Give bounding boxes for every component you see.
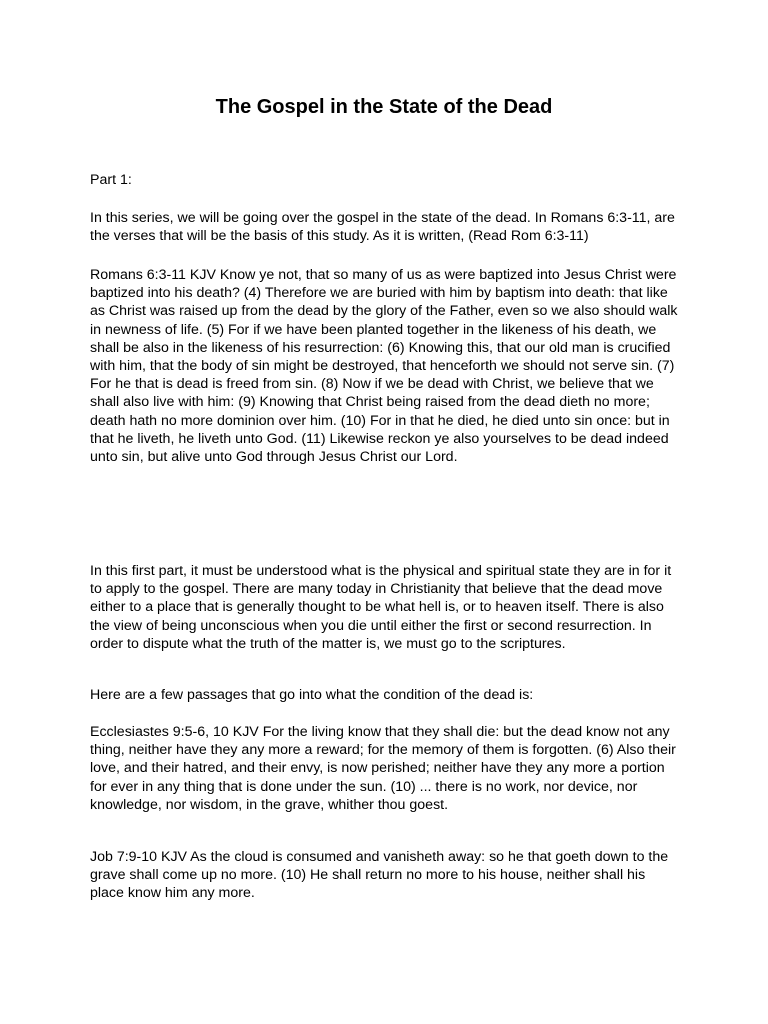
first-part-paragraph: In this first part, it must be understood what is the physical and spiritual state they are in for it to apply to the gospel. There are many today in Christianity that believe that the dead move either to a place that is generally thought to be what hell is, or to heaven itself. There is also the view of being unconscious when you die until either the first or second resurrection. In order to dispute what the truth of the matter is, we must go to the scriptures. bbox=[90, 563, 672, 652]
intro-paragraph: In this series, we will be going over the gospel in the state of the dead. In Romans 6:3-11, are the verses that will be the basis of this study. As it is written, (Read Rom 6:3-11) bbox=[90, 210, 675, 245]
passages-intro: Here are a few passages that go into what the condition of the dead is: bbox=[90, 687, 534, 703]
job-passage: Job 7:9-10 KJV As the cloud is consumed and vanisheth away: so he that goeth down to the grave shall come up no more. (10) He shall return no more to his house, neither shall his place know him any more. bbox=[90, 849, 669, 902]
document-title: The Gospel in the State of the Dead bbox=[215, 96, 553, 118]
romans-passage: Romans 6:3-11 KJV Know ye not, that so many of us as were baptized into Jesus Christ were baptized into his death? (4) Therefore we are buried with him by baptism into death: that like as Christ was raised up from the dead by the glory of the Father, even so we also should walk in newness of life. (5) For if we have been planted together in the likeness of his death, we shall be also in the likeness of his resurrection: (6) Knowing this, that our old man is crucified with him, that the body of sin might be destroyed, that henceforth we should not serve sin. (7) For he that is dead is freed from sin. (8) Now if we be dead with Christ, we believe that we shall also live with him: (9) Knowing that Christ being raised from the dead dieth no more; death hath no more dominion over him. (10) For in that he died, he died unto sin once: but in that he liveth, he liveth unto God. (11) Likewise reckon ye also yourselves to be dead indeed unto sin, but alive unto God through Jesus Christ our Lord. bbox=[90, 267, 678, 466]
part-heading: Part 1: bbox=[90, 172, 132, 188]
ecclesiastes-passage: Ecclesiastes 9:5-6, 10 KJV For the living know that they shall die: but the dead know not any thing, neither have they any more a reward; for the memory of them is forgotten. (6) Also their love, and their hatred, and their envy, is now perished; neither have they any more a portion for ever in any thing that is done under the sun. (10) ... there is no work, nor device, nor knowledge, nor wisdom, in the grave, whither thou goest. bbox=[90, 724, 676, 813]
